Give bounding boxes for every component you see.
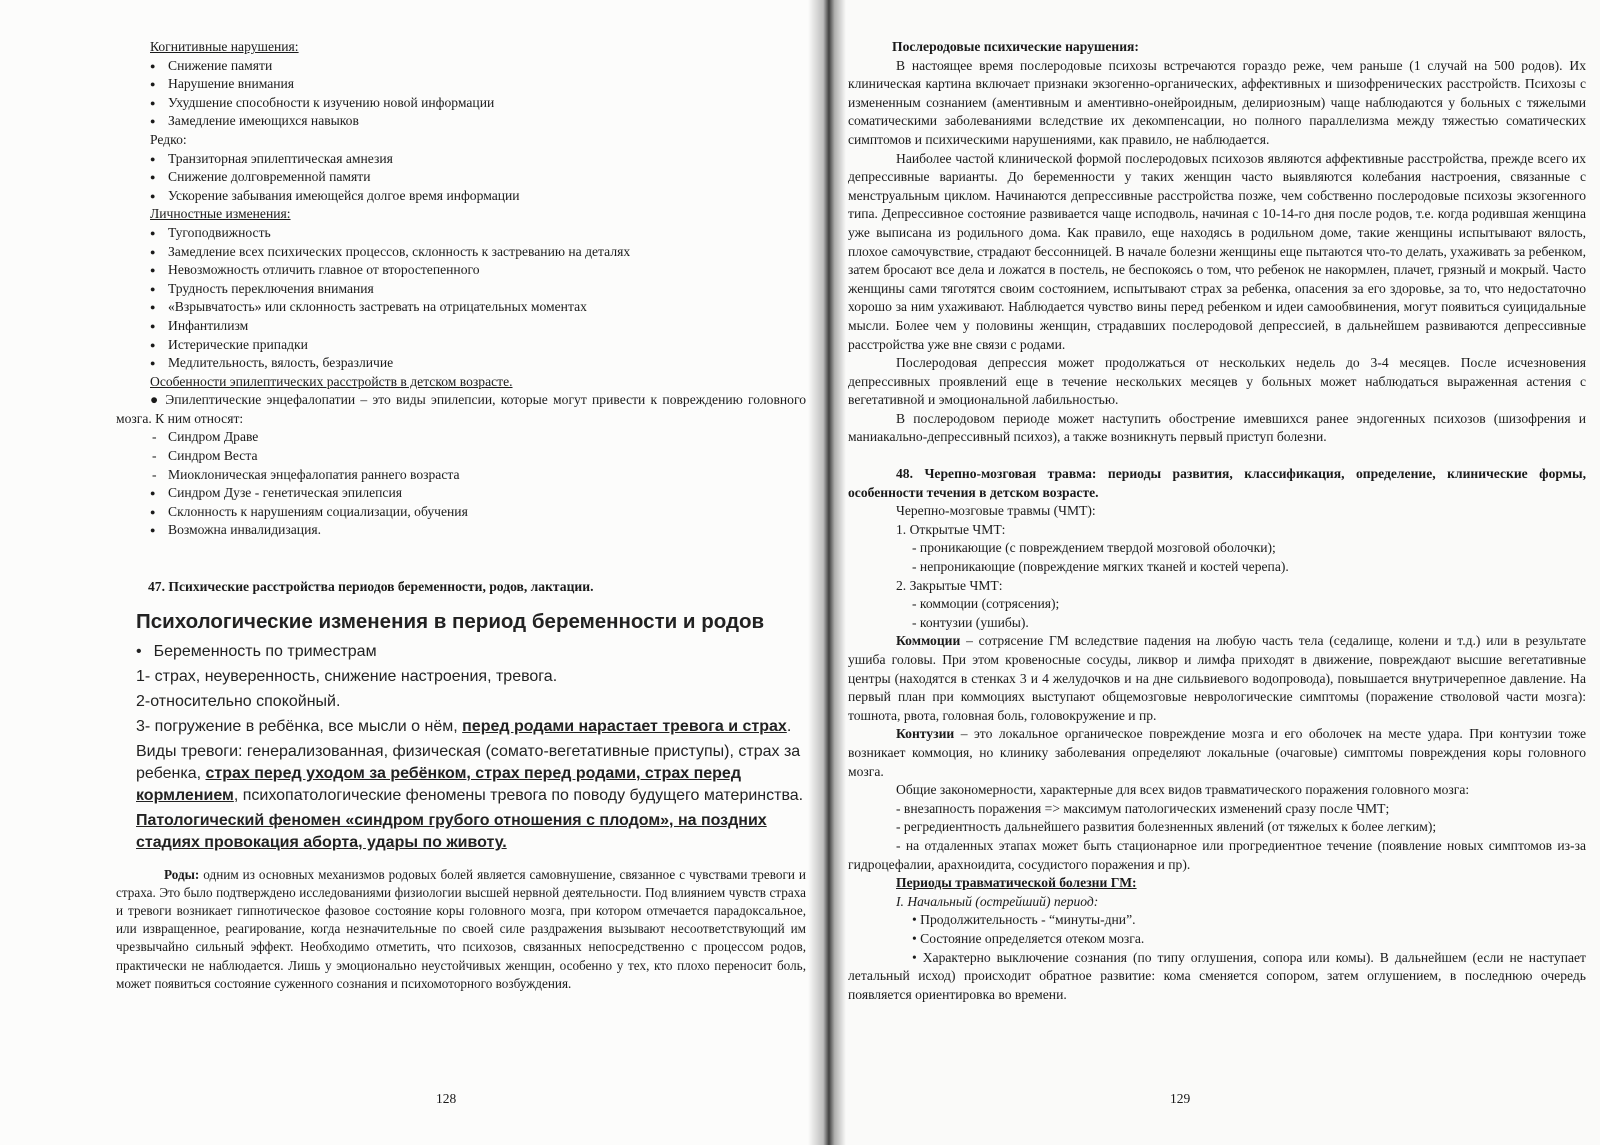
slide-line-4	[136, 741, 806, 807]
general-item: - на отдаленных этапах может быть стационарное или прогредиентное течение (появление новых симптомов из-за гидроцефалии, арахноидита, сосудистого поражения и пр).	[848, 837, 1586, 872]
list-item: - Синдром Веста	[116, 447, 806, 466]
postpartum-para-3: Послеродовая депрессия может продолжаться от нескольких недель до 3-4 месяцев. После исчезновения депрессивных проявлений еще в течение нескольких месяцев у больных может наблюдаться выраженная астения с вегетативной и эмоциональной лабильностью.	[848, 355, 1586, 408]
section-48-title: 48. Черепно-мозговая травма: периоды развития, классификация, определение, клинические формы, особенности течения в детском возрасте.	[848, 466, 1586, 500]
period-1-item: • Характерно выключение сознания (по типу оглушения, сопора или комы). В дальнейшем (если не наступает летальный исход) происходит обратное развитие: кома сменяется сопором, затем оглушением, в последнюю очередь появляется ориентировка во времени.	[848, 949, 1586, 1002]
encephalopathy-text: ● Эпилептические энцефалопатии – это виды эпилепсии, которые могут привести к повреждению головного мозга. К ним относят:	[116, 392, 806, 426]
closed-tbi-item: - коммоции (сотрясения);	[912, 596, 1060, 612]
contusion-text: – это локальное органическое повреждение мозга и его оболочек на месте удара. При контузии тоже возникает коммоция, но клинику заболевания определяют локальные (очаговые) симптомы повреждения коры головного мозга.	[848, 726, 1586, 779]
page-number-right: 129	[1170, 1091, 1191, 1106]
syndromes-dot-list	[116, 484, 806, 540]
slide-line-4-post: , психопатологические феномены тревога по поводу будущего материнства.	[233, 786, 804, 804]
open-tbi-label: 1. Открытые ЧМТ:	[896, 521, 1006, 537]
cognitive-heading: Когнитивные нарушения:	[150, 39, 299, 54]
list-item: ● Ускорение забывания имеющейся долгое время информации	[116, 187, 806, 206]
book-spine-shadow	[808, 0, 846, 1145]
child-heading: Особенности эпилептических расстройств в детском возрасте.	[150, 373, 513, 389]
personality-list	[116, 224, 806, 373]
slide-line-5: Патологический феномен «синдром грубого отношения с плодом», на поздних стадиях провокация аборта, удары по животу.	[136, 811, 767, 851]
commotion-paragraph	[848, 632, 1586, 725]
open-tbi-item: - проникающие (с повреждением твердой мозговой оболочки);	[912, 540, 1276, 556]
rarely-label: Редко:	[150, 131, 187, 147]
general-paragraph: Общие закономерности, характерные для всех видов травматического поражения головного мозга:	[896, 782, 1470, 798]
list-item: - Миоклоническая энцефалопатия раннего возраста	[116, 466, 806, 485]
postpartum-para-2: Наиболее частой клинической формой послеродовых психозов являются аффективные расстройства, прежде всего их депрессивные варианты. До беременности у таких женщин часто выявляются колебания настроения, связанные с менструальным циклом. Начинаются депрессивные расстройства позже, чем собственно послеродовые психозы экзогенного типа. Депрессивное состояние развивается чаще исподволь, начиная с 10-14-го дня после родов, т.е. когда родившая женщина уже выписана из родильного дома. Как правило, еще находясь в родильном доме, такие женщины испытывают вялость, плохое самочувствие, страдают бессонницей. В начале болезни женщины еще пытаются что-то делать, ухаживать за ребенком, затем бросают все дела и ложатся в постель, не беспокоясь о том, что ребенок не накормлен, плачет, грязный и мокрый. Часто женщины сами тяготятся своим состоянием, испытывают страх за ребенка, опасения за его здоровье, за то, что недостаточно хорошо за ним ухаживают. Наблюдается чувство вины перед ребенком и идеи самообвинения, могут появиться суицидальные мысли. Более чем у половины женщин, страдавших послеродовой депрессией, в дальнейшем развиваются депрессивные расстройства уже вне связи с родами.	[848, 150, 1586, 352]
general-item: - регредиентность дальнейшего развития болезненных явлений (от тяжелых к более легким);	[896, 819, 1437, 835]
list-item: ● Медлительность, вялость, безразличие	[116, 354, 806, 373]
list-item: ● Снижение долговременной памяти	[116, 168, 806, 187]
list-item: ● Истерические припадки	[116, 336, 806, 355]
list-item: ● Синдром Дузе - генетическая эпилепсия	[116, 484, 806, 503]
page-number-left: 128	[436, 1091, 457, 1106]
birth-text: одним из основных механизмов родовых болей является самовнушение, связанное с чувствами тревоги и страха. Это было подтверждено исследованиями физиологии высшей нервной деятельности. Под влиянием чувств страха и тревоги возникает гипнотическое фазовое состояние коры головного мозга, при котором отмечается парадоксальное, или извращенное, реагирование, когда незначительные по своей силе раздражения вызывают несоответствующий им чрезвычайно сильный эффект. Необходимо отметить, что психозов, связанных непосредственно с процессом родов, практически не наблюдается. Лишь у эмоционально неустойчивых женщин, особенно у тех, кто плохо переносит боль, может появиться состояние суженного сознания и психомоторного возбуждения.	[116, 866, 806, 991]
list-item: ● Склонность к нарушениям социализации, обучения	[116, 503, 806, 522]
list-item: ● Снижение памяти	[116, 57, 806, 76]
slide-bullet-text: Беременность по триместрам	[153, 642, 377, 660]
period-1-item: • Состояние определяется отеком мозга.	[912, 930, 1145, 946]
slide-line-1: 1- страх, неуверенность, снижение настроения, тревога.	[136, 667, 558, 685]
slide-line-3-bold: перед родами нарастает тревога и страх	[462, 717, 787, 735]
postpartum-para-4: В послеродовом периоде может наступить обострение имевшихся ранее эндогенных психозов (шизофрения и маниакально-депрессивный психоз), а также возникнуть первый приступ болезни.	[848, 410, 1586, 445]
right-page	[826, 0, 1600, 1145]
slide-line-2: 2-относительно спокойный.	[136, 692, 341, 710]
commotion-text: – сотрясение ГМ вследствие падения на любую часть тела (седалище, колени и т.д.) или в результате ушиба головы. При этом кровеносные сосуды, ликвор и лимфа приходят в движение, повреждают высшие вегетативные центры (находятся в стенках 3 и 4 желудочков и на дне сильвиевого водопровода), повышается внутричерепное давление. На первый план при коммоциях выступают общемозговые неврологические симптомы (поражение стволовой части мозга): тошнота, рвота, головная боль, головокружение и пр.	[848, 633, 1586, 723]
section-47-title: 47. Психические расстройства периодов беременности, родов, лактации.	[148, 579, 594, 595]
birth-label: Роды:	[164, 866, 200, 882]
tbi-label: Черепно-мозговые травмы (ЧМТ):	[896, 503, 1096, 519]
list-item: - Синдром Драве	[116, 428, 806, 447]
list-item: ● Невозможность отличить главное от второстепенного	[116, 261, 806, 280]
open-tbi-item: - непроникающие (повреждение мягких тканей и костей черепа).	[912, 559, 1289, 575]
cognitive-list	[116, 57, 806, 131]
rarely-list	[116, 150, 806, 206]
period-1-item: • Продолжительность - “минуты-дни”.	[912, 912, 1136, 928]
slide-line-4-pre: Виды тревоги: генерализованная, физическая (сомато-вегетативные приступы), страх за ребенка,	[136, 742, 801, 782]
left-page-text	[116, 38, 806, 993]
slide-line-3-pre: 3- погружение в ребёнка, все мысли о нём,	[136, 717, 463, 735]
personality-heading: Личностные изменения:	[150, 206, 291, 222]
list-item: ● «Взрывчатость» или склонность застревать на отрицательных моментах	[116, 298, 806, 317]
right-page-text	[848, 38, 1586, 1004]
list-item: ● Инфантилизм	[116, 317, 806, 336]
general-item: - внезапность поражения => максимум патологических изменений сразу после ЧМТ;	[896, 800, 1390, 816]
period-1-label: I. Начальный (острейший) период:	[896, 893, 1099, 909]
periods-heading: Периоды травматической болезни ГМ:	[896, 875, 1137, 891]
list-item: ● Транзиторная эпилептическая амнезия	[116, 150, 806, 169]
closed-tbi-item: - контузии (ушибы).	[912, 614, 1029, 630]
list-item: ● Нарушение внимания	[116, 75, 806, 94]
slide-line-4-bold: страх перед уходом за ребёнком, страх перед родами, страх перед кормлением	[136, 764, 741, 804]
lecture-slide	[136, 609, 806, 854]
contusion-paragraph	[848, 725, 1586, 781]
list-item: ● Замедление всех психических процессов, склонность к застреванию на деталях	[116, 243, 806, 262]
postpartum-para-1: В настоящее время послеродовые психозы встречаются гораздо реже, чем раньше (1 случай на 500 родов). Их клиническая картина включает признаки экзогенно-органических, аффективных и шизофренических расстройств. Психозы с измененным сознанием (аментивным и аментивно-онейроидным, делириозным) чаще наблюдаются у больных с тяжелыми соматическими заболеваниями вследствие их декомпенсации, но полного параллелизма между тяжестью соматических симптомов и психическими нарушениями, как правило, не наблюдается.	[848, 57, 1586, 147]
slide-line-3-post: .	[786, 717, 792, 735]
syndromes-dash-list	[116, 428, 806, 484]
slide-line-3	[136, 716, 806, 738]
postpartum-heading: Послеродовые психические нарушения:	[892, 39, 1139, 54]
slide-bullet	[136, 641, 806, 663]
list-item: ● Замедление имеющихся навыков	[116, 112, 806, 131]
birth-paragraph	[116, 866, 806, 993]
slide-title: Психологические изменения в период беременности и родов	[136, 609, 765, 633]
closed-tbi-label: 2. Закрытые ЧМТ:	[896, 577, 1003, 593]
list-item: ● Тугоподвижность	[116, 224, 806, 243]
contusion-label: Контузии	[896, 726, 955, 742]
list-item: ● Возможна инвалидизация.	[116, 521, 806, 540]
list-item: ● Ухудшение способности к изучению новой информации	[116, 94, 806, 113]
list-item: ● Трудность переключения внимания	[116, 280, 806, 299]
commotion-label: Коммоции	[896, 633, 961, 649]
